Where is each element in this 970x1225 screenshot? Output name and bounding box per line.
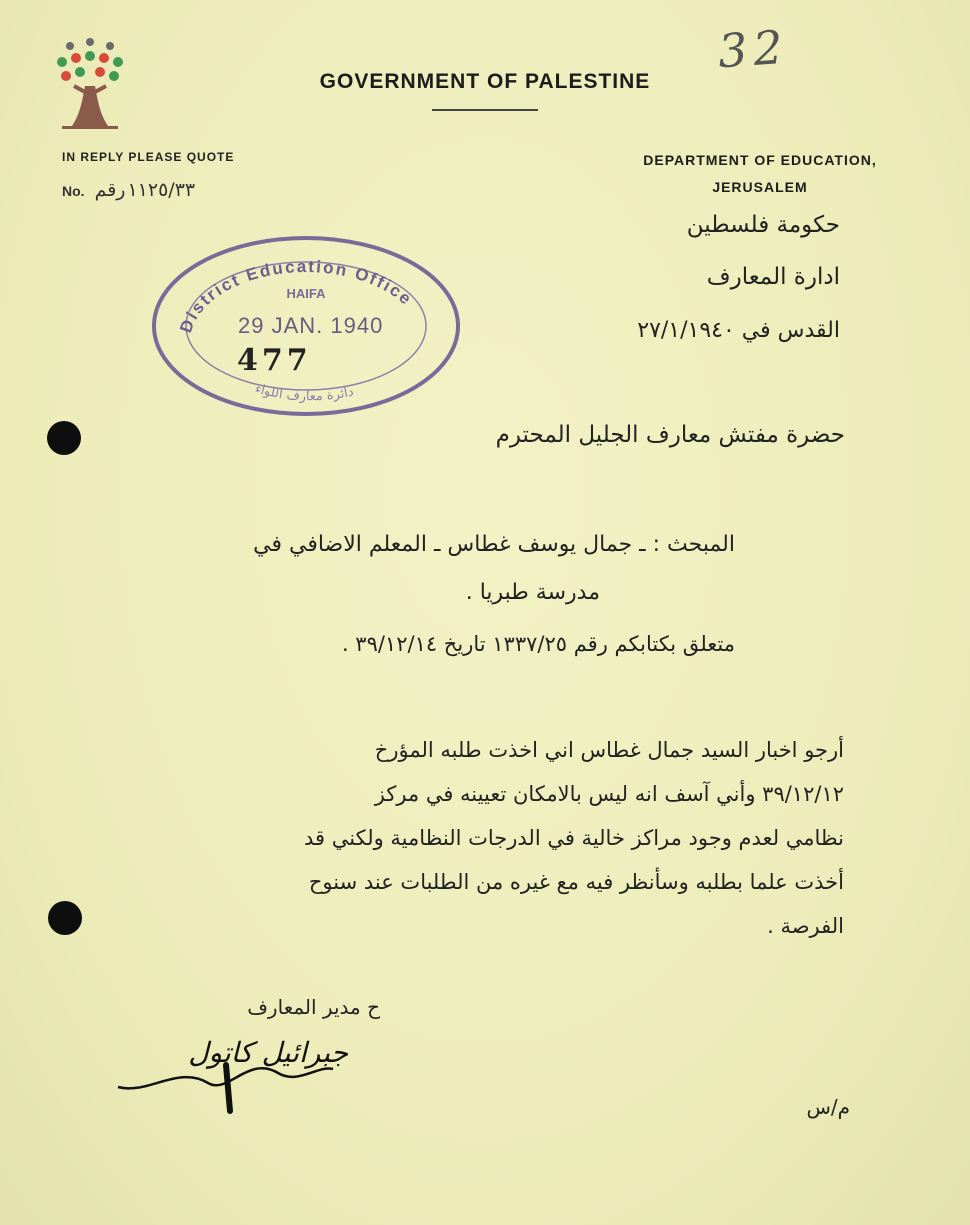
stamp-city: HAIFA	[286, 286, 326, 301]
svg-text:دائرة معارف اللواء	[253, 381, 355, 404]
punch-hole	[48, 901, 82, 935]
stamp-date: 29 JAN. 1940	[238, 313, 384, 338]
body-line: أخذت علما بطلبه وسأنظر فيه مع غيره من الطلبات عند سنوح	[308, 870, 844, 894]
page-number: 32	[716, 19, 791, 79]
tree-logo-icon	[52, 36, 128, 132]
reference-line	[62, 177, 195, 201]
letter-body	[88, 728, 844, 948]
reference-label: No.	[62, 183, 85, 199]
department-block	[600, 147, 920, 201]
reference-number: ١١٢٥/٣٣	[127, 179, 196, 201]
body-line: الفرصة .	[767, 914, 844, 938]
stamp-number: 477	[237, 343, 312, 378]
arabic-government: حكومة فلسطين	[686, 212, 840, 238]
reply-label: IN REPLY PLEASE QUOTE	[62, 150, 235, 164]
stamp-top-text: District Education Office	[176, 256, 417, 336]
reference-label-arabic: رقم	[94, 179, 126, 201]
body-line: ٣٩/١٢/١٢ وأني آسف انه ليس بالامكان تعيينه في مركز	[374, 782, 844, 806]
body-line: أرجو اخبار السيد جمال غطاس اني اخذت طلبه المؤرخ	[374, 738, 844, 762]
department-city: JERUSALEM	[712, 179, 808, 195]
government-title: GOVERNMENT OF PALESTINE	[319, 70, 651, 93]
arabic-date: القدس في ٢٧/١/١٩٤٠	[637, 318, 840, 343]
signature-title: ح مدير المعارف	[247, 995, 380, 1019]
title-divider	[432, 109, 538, 111]
arabic-department: ادارة المعارف	[706, 264, 840, 290]
subject-line: المبحث : ـ جمال يوسف غطاس ـ المعلم الاضافي في	[253, 532, 735, 557]
addressee: حضرة مفتش معارف الجليل المحترم	[495, 422, 845, 448]
typist-initials: م/س	[806, 1095, 850, 1119]
subject-line-continued: مدرسة طبريا .	[465, 580, 600, 605]
stamp-bottom-text: دائرة معارف اللواء	[253, 381, 356, 405]
department-name: DEPARTMENT OF EDUCATION,	[643, 152, 877, 168]
reference-note: متعلق بكتابكم رقم ١٣٣٧/٢٥ تاريخ ٣٩/١٢/١٤ .	[341, 632, 735, 656]
body-line: نظامي لعدم وجود مراكز خالية في الدرجات النظامية ولكني قد	[304, 826, 844, 850]
signature-name: جبرائيل كاتول	[188, 1036, 348, 1069]
punch-hole	[47, 421, 81, 455]
